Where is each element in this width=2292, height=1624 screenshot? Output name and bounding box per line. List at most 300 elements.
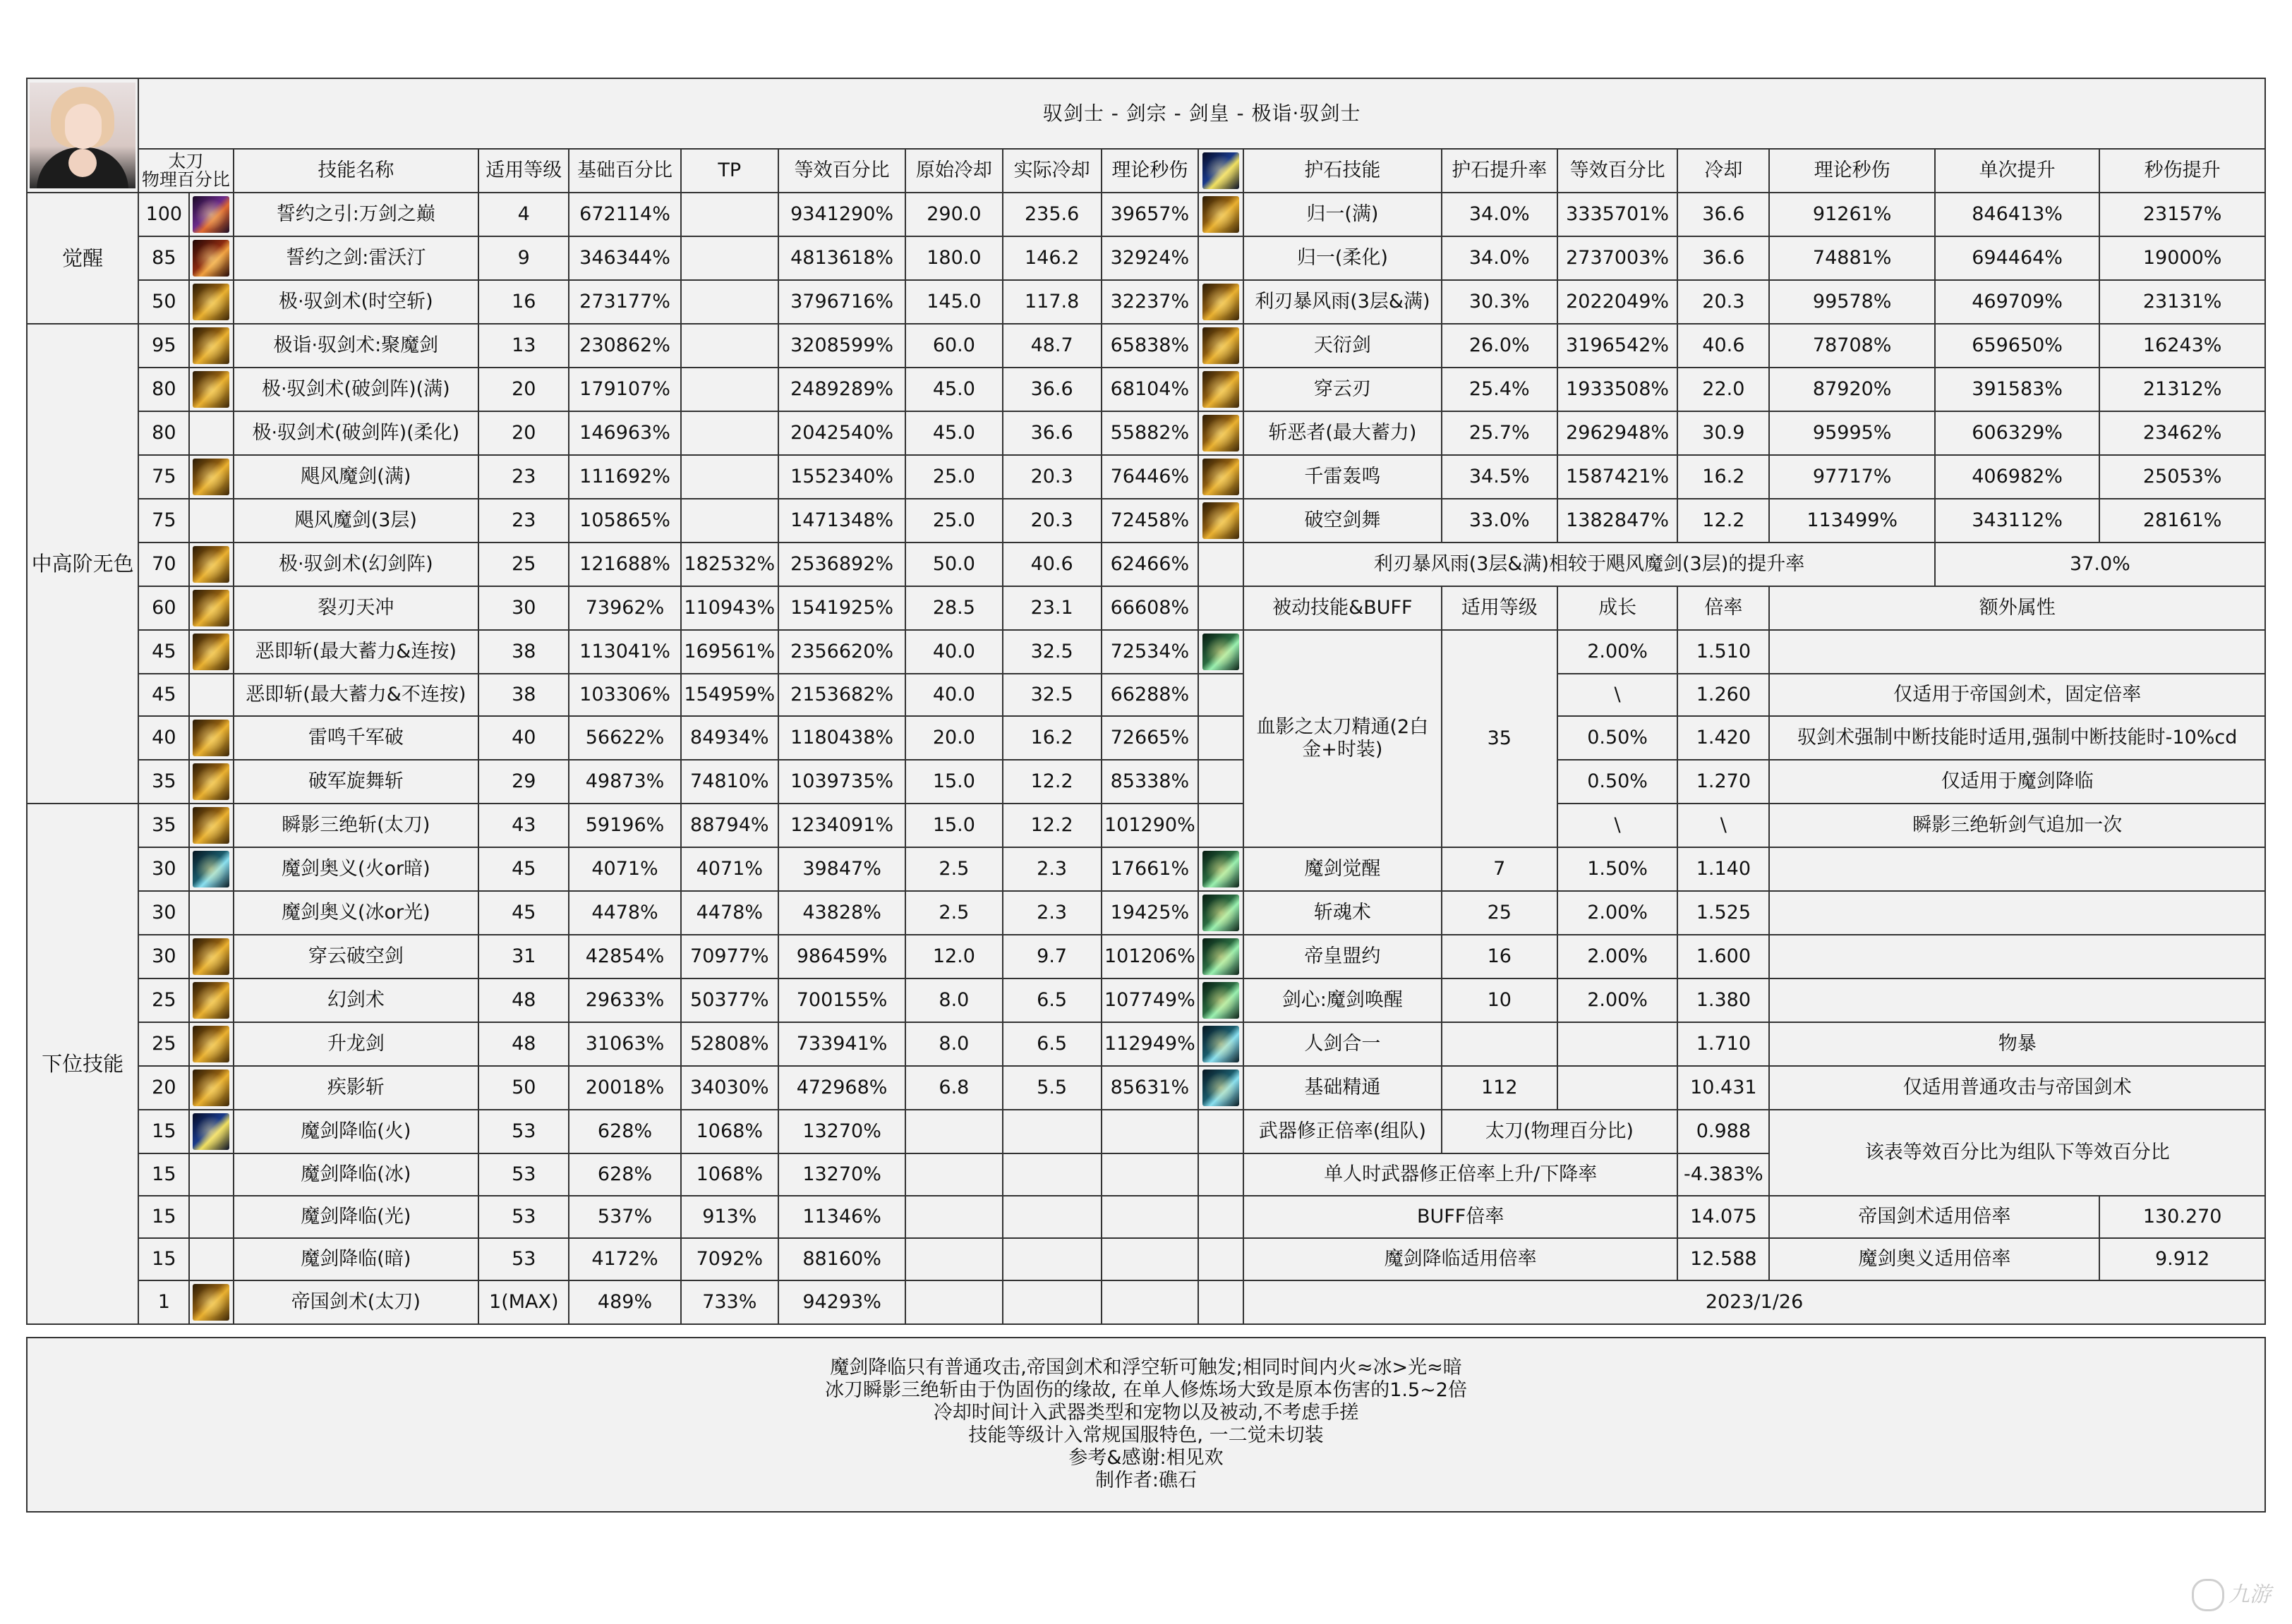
gem-single: 606329% — [1935, 411, 2099, 455]
skill-icon — [193, 327, 229, 364]
skill-level: 95 — [138, 324, 189, 368]
column-header: 冷却 — [1677, 149, 1769, 193]
base-pct: 672114% — [569, 193, 680, 236]
skill-name: 恶即斩(最大蓄力&不连按) — [234, 674, 479, 716]
skill-icon-cell — [189, 1196, 233, 1238]
table-row — [27, 368, 2265, 411]
gem-icon-cell — [1198, 368, 1243, 411]
gem-icon-cell — [1198, 543, 1243, 586]
skill-icon-cell — [189, 368, 233, 411]
passive-ratio: 1.600 — [1677, 935, 1769, 978]
theory-dps: 72534% — [1102, 630, 1198, 674]
category-label: 觉醒 — [27, 193, 138, 324]
orig-cd: 145.0 — [905, 280, 1002, 324]
table-row — [27, 630, 2265, 674]
passive-icon-cell — [1198, 586, 1243, 630]
orig-cd: 290.0 — [905, 193, 1002, 236]
base-pct: 121688% — [569, 543, 680, 586]
tp-pct: 84934% — [681, 716, 778, 760]
req-level: 1(MAX) — [478, 1280, 569, 1324]
skill-icon — [1202, 502, 1239, 539]
gem-single: 846413% — [1935, 193, 2099, 236]
theory-dps: 62466% — [1102, 543, 1198, 586]
skill-name: 破军旋舞斩 — [234, 760, 479, 804]
gem-cd: 30.9 — [1677, 411, 1769, 455]
gem-theory: 78708% — [1769, 324, 1934, 368]
base-pct: 628% — [569, 1153, 680, 1196]
base-pct: 537% — [569, 1196, 680, 1238]
skill-icon-cell — [189, 324, 233, 368]
skill-level: 15 — [138, 1153, 189, 1196]
passive-extra: 物暴 — [1769, 1022, 2265, 1066]
skill-name: 瞬影三绝斩(太刀) — [234, 804, 479, 847]
blank-icon-cell — [1198, 1110, 1243, 1153]
solo-label: 单人时武器修正倍率上升/下降率 — [1243, 1153, 1677, 1196]
descent-value: 12.588 — [1677, 1238, 1769, 1280]
theory-dps: 55882% — [1102, 411, 1198, 455]
tp-pct — [681, 455, 778, 499]
actual-cd — [1003, 1238, 1102, 1280]
weapon-note: 该表等效百分比为组队下等效百分比 — [1769, 1110, 2265, 1196]
table-row — [27, 891, 2265, 935]
passive-ratio: 1.140 — [1677, 847, 1769, 891]
skill-name: 极诣·驭剑术:聚魔剑 — [234, 324, 479, 368]
gem-single: 343112% — [1935, 499, 2099, 543]
skill-level: 30 — [138, 935, 189, 978]
passive-extra: 仅适用于帝国剑术，固定倍率 — [1769, 674, 2265, 716]
watermark: 九游 — [2192, 1577, 2271, 1612]
req-level: 31 — [478, 935, 569, 978]
actual-cd: 36.6 — [1003, 411, 1102, 455]
equiv-pct: 1552340% — [778, 455, 905, 499]
buff-label: BUFF倍率 — [1243, 1196, 1677, 1238]
tp-pct — [681, 411, 778, 455]
gem-cd: 20.3 — [1677, 280, 1769, 324]
gem-rate: 26.0% — [1442, 324, 1557, 368]
skill-name: 帝国剑术(太刀) — [234, 1280, 479, 1324]
passive-name: 帝皇盟约 — [1243, 935, 1442, 978]
equiv-pct: 9341290% — [778, 193, 905, 236]
compare-label: 利刃暴风雨(3层&满)相较于飓风魔剑(3层)的提升率 — [1243, 543, 1935, 586]
gem-theory: 87920% — [1769, 368, 1934, 411]
tp-pct: 50377% — [681, 978, 778, 1022]
actual-cd: 117.8 — [1003, 280, 1102, 324]
skill-icon — [1202, 1026, 1239, 1062]
gem-single: 406982% — [1935, 455, 2099, 499]
skill-icon — [1202, 895, 1239, 931]
table-row — [27, 1110, 2265, 1153]
actual-cd: 20.3 — [1003, 455, 1102, 499]
gem-gain: 19000% — [2099, 236, 2265, 280]
orig-cd: 180.0 — [905, 236, 1002, 280]
skill-icon — [193, 1069, 229, 1106]
skill-name: 誓约之剑:雷沃汀 — [234, 236, 479, 280]
gem-name: 千雷轰鸣 — [1243, 455, 1442, 499]
skill-icon-cell — [189, 499, 233, 543]
table-row — [27, 193, 2265, 236]
theory-dps: 76446% — [1102, 455, 1198, 499]
actual-cd — [1003, 1196, 1102, 1238]
theory-dps: 39657% — [1102, 193, 1198, 236]
equiv-pct: 43828% — [778, 891, 905, 935]
skill-name: 极·驭剑术(时空斩) — [234, 280, 479, 324]
table-row — [27, 674, 2265, 716]
skill-level: 30 — [138, 847, 189, 891]
skill-icon-cell — [189, 280, 233, 324]
gem-rate: 34.0% — [1442, 236, 1557, 280]
req-level: 43 — [478, 804, 569, 847]
skill-icon — [1202, 327, 1239, 364]
req-level: 40 — [478, 716, 569, 760]
column-header: 理论秒伤 — [1102, 149, 1198, 193]
equiv-pct: 2356620% — [778, 630, 905, 674]
skill-level: 25 — [138, 1022, 189, 1066]
base-pct: 49873% — [569, 760, 680, 804]
tp-pct: 110943% — [681, 586, 778, 630]
skill-icon — [193, 851, 229, 887]
gem-cd: 22.0 — [1677, 368, 1769, 411]
req-level: 53 — [478, 1110, 569, 1153]
tp-pct — [681, 368, 778, 411]
column-header: 护石提升率 — [1442, 149, 1557, 193]
req-level: 48 — [478, 978, 569, 1022]
skill-icon — [1202, 459, 1239, 495]
passive-icon-cell — [1198, 978, 1243, 1022]
table-row — [27, 411, 2265, 455]
base-pct: 111692% — [569, 455, 680, 499]
theory-dps: 68104% — [1102, 368, 1198, 411]
passive-icon-cell — [1198, 674, 1243, 716]
passive-name: 人剑合一 — [1243, 1022, 1442, 1066]
passive-name: 魔剑觉醒 — [1243, 847, 1442, 891]
portrait-neck — [68, 149, 97, 177]
blank-icon-cell — [1198, 1153, 1243, 1196]
theory-dps: 101290% — [1102, 804, 1198, 847]
actual-cd: 40.6 — [1003, 543, 1102, 586]
orig-cd — [905, 1110, 1002, 1153]
passive-header-extra: 额外属性 — [1769, 586, 2265, 630]
skill-icon — [1202, 938, 1239, 975]
actual-cd: 48.7 — [1003, 324, 1102, 368]
base-pct: 56622% — [569, 716, 680, 760]
skill-icon — [1202, 982, 1239, 1019]
skill-name: 极·驭剑术(破剑阵)(满) — [234, 368, 479, 411]
gem-equiv: 2962948% — [1557, 411, 1677, 455]
skill-icon — [193, 459, 229, 495]
skill-name: 魔剑降临(光) — [234, 1196, 479, 1238]
column-header: 护石技能 — [1243, 149, 1442, 193]
base-pct: 489% — [569, 1280, 680, 1324]
gem-gain: 23157% — [2099, 193, 2265, 236]
theory-dps: 65838% — [1102, 324, 1198, 368]
tp-pct: 1068% — [681, 1153, 778, 1196]
note-line: 技能等级计入常规国服特色, 一二觉未切装 — [968, 1424, 1324, 1446]
theory-dps: 85631% — [1102, 1066, 1198, 1110]
theory-dps: 107749% — [1102, 978, 1198, 1022]
passive-header-level: 适用等级 — [1442, 586, 1557, 630]
req-level: 20 — [478, 368, 569, 411]
skill-icon — [1202, 196, 1239, 233]
skill-sheet — [26, 78, 2266, 1511]
skill-icon — [193, 240, 229, 277]
tp-pct: 913% — [681, 1196, 778, 1238]
imperial-label: 帝国剑术适用倍率 — [1769, 1196, 2099, 1238]
passive-extra: 仅适用普通攻击与帝国剑术 — [1769, 1066, 2265, 1110]
blank-icon-cell — [1198, 1280, 1243, 1324]
gem-rate: 25.7% — [1442, 411, 1557, 455]
imperial-value: 130.270 — [2099, 1196, 2265, 1238]
base-pct: 230862% — [569, 324, 680, 368]
orig-cd: 8.0 — [905, 978, 1002, 1022]
equiv-pct: 39847% — [778, 847, 905, 891]
blood-shadow-name: 血影之太刀精通(2白金+时装) — [1243, 630, 1442, 847]
passive-level: 25 — [1442, 891, 1557, 935]
skill-name: 恶即斩(最大蓄力&连按) — [234, 630, 479, 674]
table-row — [27, 236, 2265, 280]
skill-level: 70 — [138, 543, 189, 586]
actual-cd: 146.2 — [1003, 236, 1102, 280]
gem-name: 归一(柔化) — [1243, 236, 1442, 280]
theory-dps: 19425% — [1102, 891, 1198, 935]
req-level: 50 — [478, 1066, 569, 1110]
skill-icon — [193, 807, 229, 844]
orig-cd: 40.0 — [905, 674, 1002, 716]
req-level: 23 — [478, 455, 569, 499]
orig-cd: 15.0 — [905, 760, 1002, 804]
skill-name: 穿云破空剑 — [234, 935, 479, 978]
skill-icon — [193, 371, 229, 408]
passive-ratio: 1.380 — [1677, 978, 1769, 1022]
orig-cd: 25.0 — [905, 499, 1002, 543]
passive-extra: 瞬影三绝斩剑气追加一次 — [1769, 804, 2265, 847]
passive-icon-cell — [1198, 1066, 1243, 1110]
passive-level: 7 — [1442, 847, 1557, 891]
skill-name: 魔剑降临(暗) — [234, 1238, 479, 1280]
actual-cd: 6.5 — [1003, 978, 1102, 1022]
base-pct: 42854% — [569, 935, 680, 978]
gem-equiv: 2737003% — [1557, 236, 1677, 280]
gem-equiv: 1933508% — [1557, 368, 1677, 411]
req-level: 48 — [478, 1022, 569, 1066]
gem-name: 天衍剑 — [1243, 324, 1442, 368]
skill-level: 100 — [138, 193, 189, 236]
solo-value: -4.383% — [1677, 1153, 1769, 1196]
gem-header-icon — [1202, 152, 1239, 189]
gem-theory: 91261% — [1769, 193, 1934, 236]
gem-rate: 34.0% — [1442, 193, 1557, 236]
passive-ratio: 1.710 — [1677, 1022, 1769, 1066]
buff-value: 14.075 — [1677, 1196, 1769, 1238]
column-header: 技能名称 — [234, 149, 479, 193]
passive-icon-cell — [1198, 804, 1243, 847]
passive-icon-cell — [1198, 630, 1243, 674]
tp-pct: 74810% — [681, 760, 778, 804]
gem-single: 469709% — [1935, 280, 2099, 324]
base-pct: 20018% — [569, 1066, 680, 1110]
skill-icon — [193, 196, 229, 233]
gem-icon-cell — [1198, 236, 1243, 280]
table-row — [27, 1022, 2265, 1066]
base-pct: 113041% — [569, 630, 680, 674]
table-row — [27, 804, 2265, 847]
passive-header-growth: 成长 — [1557, 586, 1677, 630]
orig-cd: 12.0 — [905, 935, 1002, 978]
skill-level: 85 — [138, 236, 189, 280]
notes-panel — [26, 1337, 2266, 1513]
table-row — [27, 978, 2265, 1022]
gem-icon-cell — [1198, 499, 1243, 543]
blank-icon-cell — [1198, 1196, 1243, 1238]
skill-level: 45 — [138, 674, 189, 716]
tp-pct: 182532% — [681, 543, 778, 586]
table-row — [27, 1196, 2265, 1238]
gem-name: 利刃暴风雨(3层&满) — [1243, 280, 1442, 324]
column-header: TP — [681, 149, 778, 193]
base-pct: 29633% — [569, 978, 680, 1022]
req-level: 23 — [478, 499, 569, 543]
orig-cd: 45.0 — [905, 368, 1002, 411]
skill-icon-cell — [189, 935, 233, 978]
gem-theory: 97717% — [1769, 455, 1934, 499]
skill-level: 75 — [138, 499, 189, 543]
table-row — [27, 280, 2265, 324]
passive-ratio: 1.525 — [1677, 891, 1769, 935]
theory-dps: 85338% — [1102, 760, 1198, 804]
base-pct: 73962% — [569, 586, 680, 630]
passive-ratio: 10.431 — [1677, 1066, 1769, 1110]
gem-name: 破空剑舞 — [1243, 499, 1442, 543]
skill-icon-cell — [189, 1110, 233, 1153]
req-level: 53 — [478, 1196, 569, 1238]
table-row — [27, 760, 2265, 804]
gem-gain: 23131% — [2099, 280, 2265, 324]
gem-theory: 99578% — [1769, 280, 1934, 324]
tp-pct: 169561% — [681, 630, 778, 674]
theory-dps: 101206% — [1102, 935, 1198, 978]
sheet-title: 驭剑士 - 剑宗 - 剑皇 - 极诣·驭剑士 — [138, 78, 2265, 149]
note-line: 冰刀瞬影三绝斩由于伪固伤的缘故, 在单人修炼场大致是原本伤害的1.5~2倍 — [825, 1379, 1467, 1401]
note-line: 参考&感谢:相见欢 — [1068, 1447, 1224, 1469]
base-pct: 105865% — [569, 499, 680, 543]
tp-pct — [681, 280, 778, 324]
skill-icon-cell — [189, 716, 233, 760]
passive-name: 基础精通 — [1243, 1066, 1442, 1110]
skill-level: 80 — [138, 411, 189, 455]
equiv-pct: 1541925% — [778, 586, 905, 630]
blood-shadow-level: 35 — [1442, 630, 1557, 847]
equiv-pct: 1180438% — [778, 716, 905, 760]
skill-level: 15 — [138, 1110, 189, 1153]
passive-name: 剑心:魔剑唤醒 — [1243, 978, 1442, 1022]
passive-level: 112 — [1442, 1066, 1557, 1110]
passive-growth: 0.50% — [1557, 760, 1677, 804]
skill-name: 誓约之引:万剑之巅 — [234, 193, 479, 236]
gem-single: 694464% — [1935, 236, 2099, 280]
equiv-pct: 2042540% — [778, 411, 905, 455]
skill-icon-cell — [189, 760, 233, 804]
actual-cd: 23.1 — [1003, 586, 1102, 630]
actual-cd — [1003, 1153, 1102, 1196]
gem-cd: 36.6 — [1677, 193, 1769, 236]
skill-name: 飓风魔剑(3层) — [234, 499, 479, 543]
table-row — [27, 716, 2265, 760]
req-level: 13 — [478, 324, 569, 368]
gem-name: 穿云刃 — [1243, 368, 1442, 411]
skill-icon-cell — [189, 193, 233, 236]
skill-icon — [1202, 851, 1239, 887]
skill-icon — [1202, 284, 1239, 320]
base-pct: 31063% — [569, 1022, 680, 1066]
skill-icon — [193, 546, 229, 583]
passive-growth — [1557, 1066, 1677, 1110]
tp-pct: 88794% — [681, 804, 778, 847]
table-row — [27, 1066, 2265, 1110]
skill-icon — [193, 1284, 229, 1321]
skill-level: 35 — [138, 804, 189, 847]
passive-extra — [1769, 630, 2265, 674]
passive-icon-cell — [1198, 760, 1243, 804]
tp-pct — [681, 324, 778, 368]
theory-dps: 112949% — [1102, 1022, 1198, 1066]
theory-dps: 32924% — [1102, 236, 1198, 280]
theory-dps — [1102, 1196, 1198, 1238]
gem-rate: 30.3% — [1442, 280, 1557, 324]
theory-dps: 72665% — [1102, 716, 1198, 760]
skill-icon-cell — [189, 1022, 233, 1066]
tp-pct: 70977% — [681, 935, 778, 978]
skill-icon — [193, 982, 229, 1019]
tp-pct: 733% — [681, 1280, 778, 1324]
equiv-pct: 88160% — [778, 1238, 905, 1280]
gem-equiv: 1382847% — [1557, 499, 1677, 543]
skill-icon-cell — [189, 411, 233, 455]
theory-dps — [1102, 1280, 1198, 1324]
skill-icon — [193, 634, 229, 670]
gem-icon-cell — [1198, 455, 1243, 499]
gem-name: 斩恶者(最大蓄力) — [1243, 411, 1442, 455]
equiv-pct: 2153682% — [778, 674, 905, 716]
equiv-pct: 733941% — [778, 1022, 905, 1066]
passive-extra — [1769, 978, 2265, 1022]
equiv-pct: 4813618% — [778, 236, 905, 280]
column-header: 实际冷却 — [1003, 149, 1102, 193]
orig-cd: 25.0 — [905, 455, 1002, 499]
passive-extra — [1769, 847, 2265, 891]
equiv-pct: 3796716% — [778, 280, 905, 324]
equiv-pct: 700155% — [778, 978, 905, 1022]
skill-level: 35 — [138, 760, 189, 804]
req-level: 20 — [478, 411, 569, 455]
category-label: 中高阶无色 — [27, 324, 138, 804]
skill-icon-cell — [189, 804, 233, 847]
skill-name: 飓风魔剑(满) — [234, 455, 479, 499]
table-row — [27, 324, 2265, 368]
table-row — [27, 499, 2265, 543]
equiv-pct: 13270% — [778, 1153, 905, 1196]
gem-theory: 95995% — [1769, 411, 1934, 455]
theory-dps: 32237% — [1102, 280, 1198, 324]
compare-value: 37.0% — [1935, 543, 2265, 586]
skill-table — [26, 78, 2266, 1325]
passive-header-name: 被动技能&BUFF — [1243, 586, 1442, 630]
orig-cd: 60.0 — [905, 324, 1002, 368]
passive-extra — [1769, 891, 2265, 935]
orig-cd — [905, 1280, 1002, 1324]
equiv-pct: 11346% — [778, 1196, 905, 1238]
skill-icon-cell — [189, 1066, 233, 1110]
base-pct: 59196% — [569, 804, 680, 847]
gem-gain: 16243% — [2099, 324, 2265, 368]
